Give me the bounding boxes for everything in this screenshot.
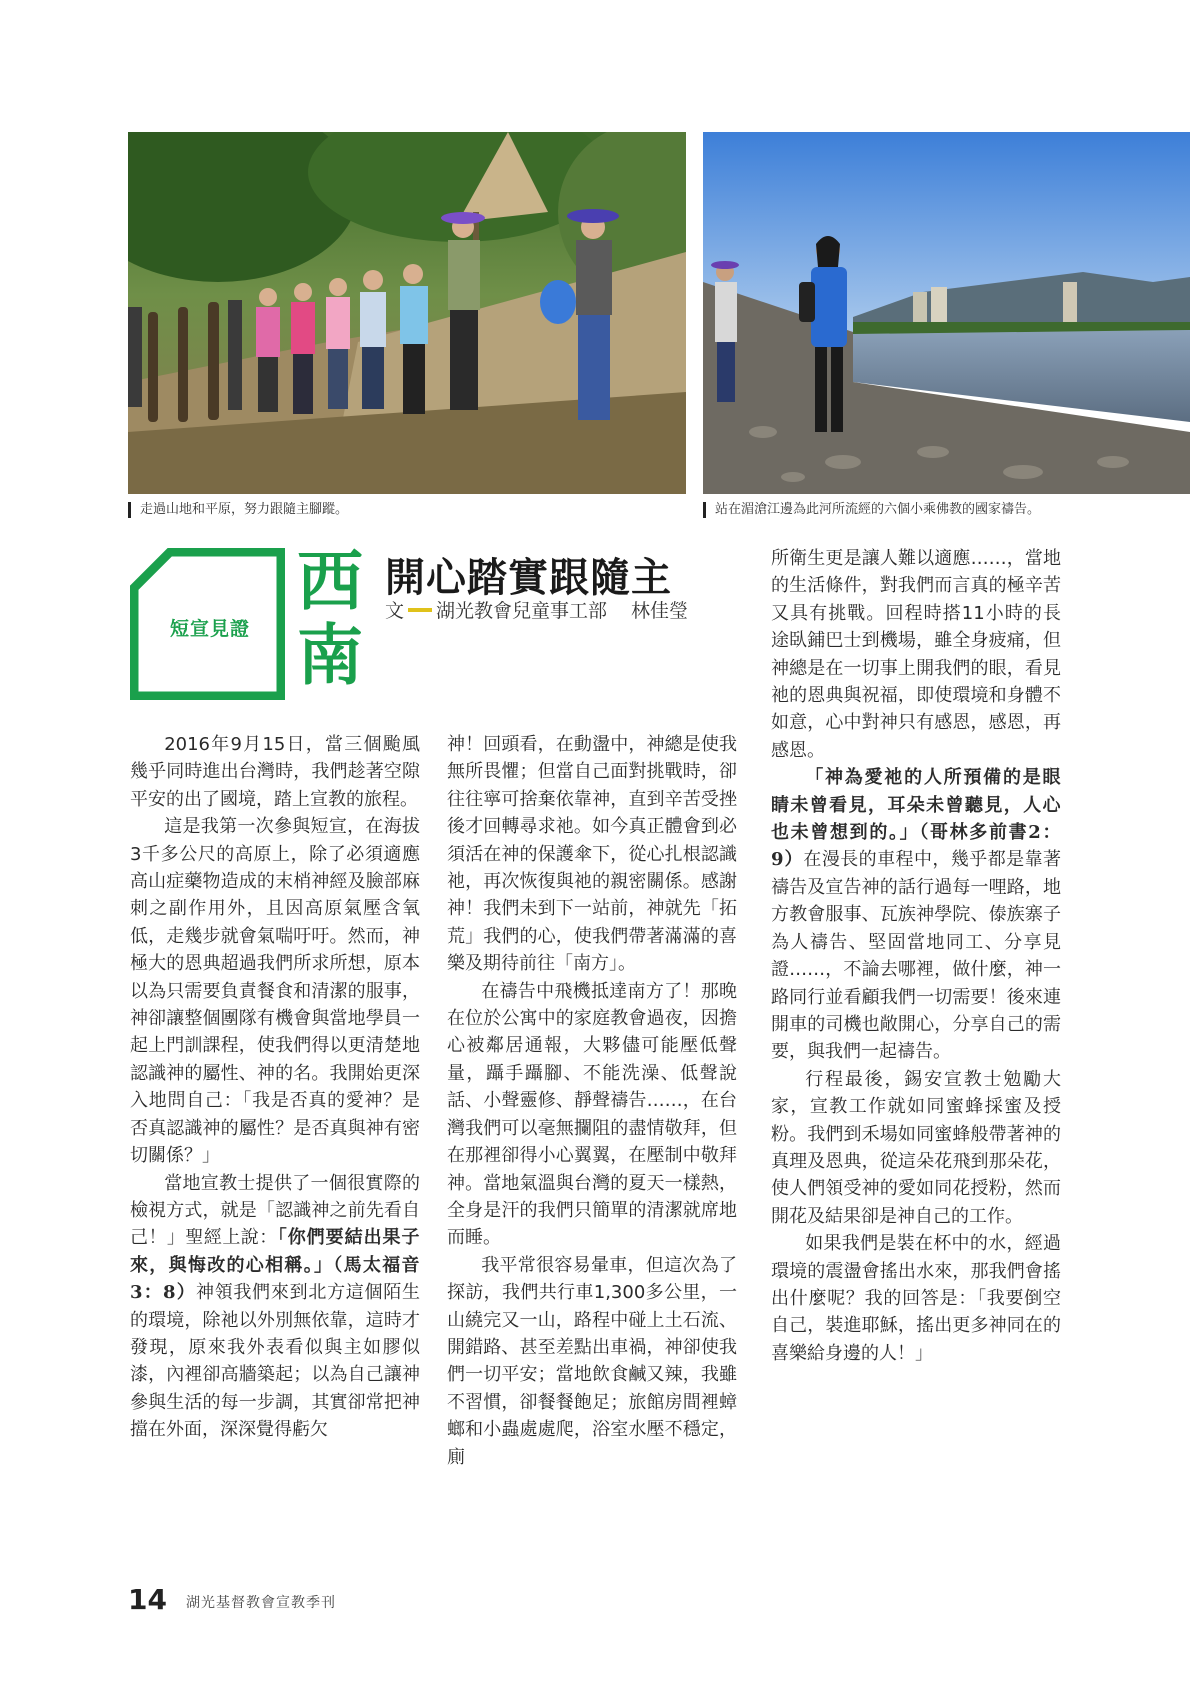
river-photo (703, 132, 1190, 494)
paragraph-rest: 神領我們來到北方這個陌生的環境，除祂以外別無依靠，這時才發現，原來我外表看似與主如膠似漆，內裡卻高牆築起；以為自己讓神參與生活的每一步調，其實卻常把神擋在外面，深深覺得虧欠 (130, 1282, 420, 1441)
hikers-photo (128, 132, 686, 494)
paragraph: 我平常很容易暈車，但這次為了探訪，我們共行車1,300多公里，一山繞完又一山，路程中碰上土石流、開錯路、甚至差點出車禍，神卻使我們一切平安；當地飲食鹹又辣，我雖不習慣，卻餐餐飽足；旅館房間裡蟑螂和小蟲處處爬，浴室水壓不穩定，廁 (447, 1254, 737, 1468)
paragraph: 2016年9月15日，當三個颱風幾乎同時進出台灣時，我們趁著空隙平安的出了國境，踏上宣教的旅程。 (130, 734, 420, 810)
paragraph (771, 764, 1061, 1065)
article-title: 開心踏實跟隨主 (385, 554, 672, 601)
photo-caption-left: 走過山地和平原，努力跟隨主腳蹤。 (128, 502, 348, 518)
byline-prefix: 文 (385, 600, 405, 622)
byline-org: 湖光教會兒童事工部 (436, 600, 608, 622)
byline (385, 596, 688, 623)
section-label: 短宣見證 (169, 618, 250, 640)
region-char-south: 南 (297, 616, 363, 694)
scripture-quote: 「你們要結出果子來，與悔改的心相稱。」（馬太福音3：8） (130, 1227, 421, 1304)
page-number: 14 (128, 1583, 167, 1616)
paragraph: 這是我第一次參與短宣，在海拔3千多公尺的高原上，除了必須適應高山症藥物造成的末梢神經及臉部麻刺之副作用外，且因高原氣壓含氧低，走幾步就會氣喘吁吁。然而，神極大的恩典超過我們所求所想，原本以為只需要負責餐食和清潔的服事，神卻讓整個團隊有機會與當地學員一起上門訓課程，使我們得以更清楚地認識神的屬性、神的名。我開始更深入地問自己：「我是否真的愛神？是否真認識神的屬性？是否真與神有密切關係？」 (130, 816, 420, 1167)
paragraph-rest: 在漫長的車程中，幾乎都是靠著禱告及宣告神的話行過每一哩路，地方教會服事、瓦族神學院、傣族寨子為人禱告、堅固當地同工、分享見證……，不論去哪裡，做什麼，神一路同行並看顧我們一切需要！後來連開車的司機也敞開心，分享自己的需要，與我們一起禱告。 (771, 849, 1061, 1063)
byline-dash (408, 608, 432, 612)
article-column-3 (771, 545, 1061, 1367)
article-column-1 (130, 731, 420, 1444)
paragraph: 所衛生更是讓人難以適應……，當地的生活條件，對我們而言真的極辛苦又具有挑戰。回程時搭11小時的長途臥鋪巴士到機場，雖全身疲痛，但神總是在一切事上開我們的眼，看見祂的恩典與祝福，即使環境和身體不如意，心中對神只有感恩，感恩，再感恩。 (771, 548, 1061, 761)
byline-author: 林佳瑩 (631, 600, 689, 622)
paragraph (130, 1170, 420, 1444)
publication-name: 湖光基督教會宣教季刊 (186, 1595, 336, 1611)
paragraph: 如果我們是裝在杯中的水，經過環境的震盪會搖出水來，那我們會搖出什麼呢？我的回答是：「我要倒空自己，裝進耶穌，搖出更多神同在的喜樂給身邊的人！」 (771, 1233, 1061, 1364)
scripture-quote: 「神為愛祂的人所預備的是眼睛未曾看見，耳朵未曾聽見，人心也未曾想到的。」（哥林多前書2：9） (771, 767, 1061, 871)
paragraph: 在禱告中飛機抵達南方了！那晚在位於公寓中的家庭教會過夜，因擔心被鄰居通報，大夥儘可能壓低聲量，躡手躡腳、不能洗澡、低聲說話、小聲靈修、靜聲禱告……，在台灣我們可以毫無攔阻的盡情敬拜，但在那裡卻得小心翼翼，在壓制中敬拜神。當地氣溫與台灣的夏天一樣熱，全身是汗的我們只簡單的清潔就席地而睡。 (447, 980, 737, 1249)
region-char-west: 西 (297, 542, 363, 620)
article-column-2 (447, 731, 737, 1471)
paragraph: 神！回頭看，在動盪中，神總是使我無所畏懼；但當自己面對挑戰時，卻往往寧可捨棄依靠神，直到辛苦受挫後才回轉尋求祂。如今真正體會到必須活在神的保護傘下，從心扎根認識祂，再次恢復與祂的親密關係。感謝神！我們未到下一站前，神就先「拓荒」我們的心，使我們帶著滿滿的喜樂及期待前往「南方」。 (447, 734, 737, 975)
paragraph: 行程最後，錫安宣教士勉勵大家，宣教工作就如同蜜蜂採蜜及授粉。我們到禾場如同蜜蜂般帶著神的真理及恩典，從這朵花飛到那朵花，使人們領受神的愛如同花授粉，然而開花及結果卻是神自己的工作。 (771, 1068, 1061, 1227)
paragraph-lead: 當地宣教士提供了一個很實際的檢視方式，就是「認識神之前先看自己！」聖經上說： (130, 1172, 420, 1249)
photo-caption-right: 站在湄滄江邊為此河所流經的六個小乘佛教的國家禱告。 (703, 502, 1040, 518)
